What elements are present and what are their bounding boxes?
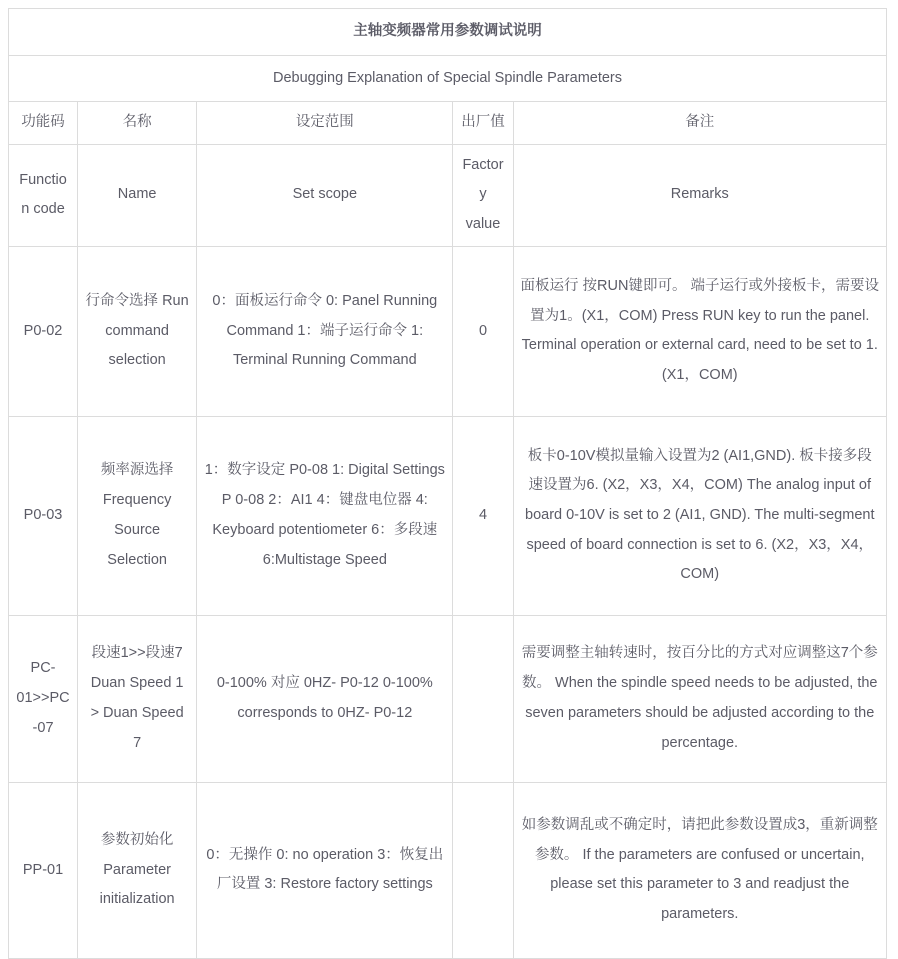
column-header-name-en: Name bbox=[78, 144, 197, 246]
cell-remarks: 如参数调乱或不确定时，请把此参数设置成3，重新调整参数。 If the parameters are confused or uncertain, please set this parameter to 3 and readjust the parameters. bbox=[513, 782, 886, 958]
cell-factory-value: 4 bbox=[453, 416, 513, 615]
column-header-function-code-en: Function code bbox=[9, 144, 78, 246]
header-row-chinese bbox=[9, 102, 887, 145]
cell-set-scope: 0：面板运行命令 0: Panel Running Command 1：端子运行命令 1: Terminal Running Command bbox=[197, 246, 453, 416]
column-header-remarks-cn: 备注 bbox=[513, 102, 886, 145]
table-row bbox=[9, 615, 887, 782]
cell-function-code: PC-01>>PC-07 bbox=[9, 615, 78, 782]
cell-function-code: PP-01 bbox=[9, 782, 78, 958]
column-header-name-cn: 名称 bbox=[78, 102, 197, 145]
header-row-english bbox=[9, 144, 887, 246]
document-subtitle: Debugging Explanation of Special Spindle Parameters bbox=[9, 56, 887, 102]
table-row bbox=[9, 782, 887, 958]
cell-remarks: 板卡0-10V模拟量输入设置为2 (AI1,GND). 板卡接多段速设置为6. (X2，X3，X4，COM) The analog input of board 0-10V is set to 2 (AI1, GND). The multi-segment speed of board connection is set to 6. (X2，X3，X4，COM) bbox=[513, 416, 886, 615]
cell-set-scope: 0：无操作 0: no operation 3：恢复出厂设置 3: Restore factory settings bbox=[197, 782, 453, 958]
cell-remarks: 面板运行 按RUN键即可。 端子运行或外接板卡，需要设置为1。(X1，COM) Press RUN key to run the panel. Terminal operation or external card, need to be set to 1. (X1，COM) bbox=[513, 246, 886, 416]
column-header-factory-value-cn: 出厂值 bbox=[453, 102, 513, 145]
table-row bbox=[9, 246, 887, 416]
cell-name: 段速1>>段速7 Duan Speed 1 > Duan Speed 7 bbox=[78, 615, 197, 782]
cell-factory-value bbox=[453, 615, 513, 782]
column-header-remarks-en: Remarks bbox=[513, 144, 886, 246]
cell-remarks: 需要调整主轴转速时，按百分比的方式对应调整这7个参数。 When the spindle speed needs to be adjusted, the seven parameters should be adjusted according to the percentage. bbox=[513, 615, 886, 782]
cell-name: 行命令选择 Run command selection bbox=[78, 246, 197, 416]
cell-set-scope: 1：数字设定 P0-08 1: Digital Settings P 0-08 2：AI1 4：键盘电位器 4: Keyboard potentiometer 6：多段速 6:Multistage Speed bbox=[197, 416, 453, 615]
column-header-set-scope-cn: 设定范围 bbox=[197, 102, 453, 145]
table-title-row bbox=[9, 9, 887, 56]
column-header-function-code-cn: 功能码 bbox=[9, 102, 78, 145]
column-header-set-scope-en: Set scope bbox=[197, 144, 453, 246]
spindle-parameter-table bbox=[8, 8, 887, 959]
column-header-factory-value-en: Factory value bbox=[453, 144, 513, 246]
table-row bbox=[9, 416, 887, 615]
cell-name: 参数初始化 Parameter initialization bbox=[78, 782, 197, 958]
cell-function-code: P0-03 bbox=[9, 416, 78, 615]
document-title: 主轴变频器常用参数调试说明 bbox=[9, 9, 887, 56]
cell-name: 频率源选择 Frequency Source Selection bbox=[78, 416, 197, 615]
cell-factory-value: 0 bbox=[453, 246, 513, 416]
cell-set-scope: 0-100% 对应 0HZ- P0-12 0-100% corresponds to 0HZ- P0-12 bbox=[197, 615, 453, 782]
cell-function-code: P0-02 bbox=[9, 246, 78, 416]
cell-factory-value bbox=[453, 782, 513, 958]
table-subtitle-row bbox=[9, 56, 887, 102]
